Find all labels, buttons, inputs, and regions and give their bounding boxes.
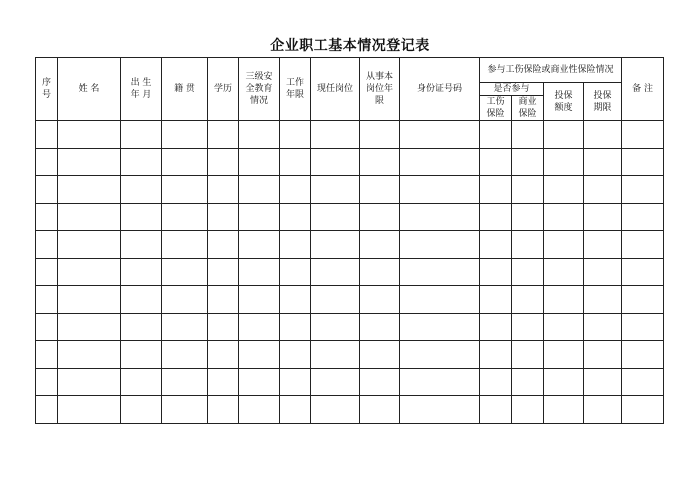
table-cell[interactable] xyxy=(280,341,311,369)
table-cell[interactable] xyxy=(480,313,512,341)
table-cell[interactable] xyxy=(512,368,544,396)
table-cell[interactable] xyxy=(400,341,480,369)
table-cell[interactable] xyxy=(121,368,162,396)
table-cell[interactable] xyxy=(584,231,622,259)
table-cell[interactable] xyxy=(622,176,664,204)
table-cell[interactable] xyxy=(584,148,622,176)
table-cell[interactable] xyxy=(400,231,480,259)
table-row xyxy=(36,203,664,231)
table-cell[interactable] xyxy=(400,121,480,149)
table-cell[interactable] xyxy=(512,231,544,259)
page-title: 企业职工基本情况登记表 xyxy=(270,38,430,54)
table-cell[interactable] xyxy=(121,231,162,259)
header-name: 姓 名 xyxy=(58,58,121,121)
header-commercial-insurance: 商业 保险 xyxy=(512,96,544,121)
table-cell[interactable] xyxy=(544,396,584,424)
table-cell[interactable] xyxy=(480,203,512,231)
header-native-place: 籍 贯 xyxy=(162,58,208,121)
table-cell[interactable] xyxy=(239,341,280,369)
table-cell[interactable] xyxy=(280,231,311,259)
table-cell[interactable] xyxy=(360,148,400,176)
table-cell[interactable] xyxy=(311,341,360,369)
table-cell[interactable] xyxy=(622,231,664,259)
table-cell[interactable] xyxy=(36,148,58,176)
table-cell[interactable] xyxy=(311,396,360,424)
table-cell[interactable] xyxy=(58,286,121,314)
table-cell[interactable] xyxy=(512,313,544,341)
table-cell[interactable] xyxy=(480,148,512,176)
table-cell[interactable] xyxy=(584,121,622,149)
table-cell[interactable] xyxy=(512,148,544,176)
table-cell[interactable] xyxy=(360,121,400,149)
table-row xyxy=(36,121,664,149)
table-cell[interactable] xyxy=(544,148,584,176)
table-cell[interactable] xyxy=(622,341,664,369)
table-cell[interactable] xyxy=(121,313,162,341)
table-cell[interactable] xyxy=(280,176,311,204)
table-cell[interactable] xyxy=(584,176,622,204)
table-cell[interactable] xyxy=(280,121,311,149)
table-cell[interactable] xyxy=(584,258,622,286)
table-cell[interactable] xyxy=(239,203,280,231)
table-cell[interactable] xyxy=(36,286,58,314)
table-cell[interactable] xyxy=(208,341,239,369)
table-cell[interactable] xyxy=(280,286,311,314)
header-insurance-group: 参与工伤保险或商业性保险情况 xyxy=(480,58,622,83)
table-cell[interactable] xyxy=(622,368,664,396)
header-insured-amount: 投保 额度 xyxy=(544,83,584,121)
header-birth: 出 生 年 月 xyxy=(121,58,162,121)
registration-table xyxy=(35,57,664,424)
table-cell[interactable] xyxy=(280,258,311,286)
table-cell[interactable] xyxy=(208,286,239,314)
header-position-years: 从事本 岗位年 限 xyxy=(360,58,400,121)
table-cell[interactable] xyxy=(512,258,544,286)
table-cell[interactable] xyxy=(58,231,121,259)
table-cell[interactable] xyxy=(584,203,622,231)
table-cell[interactable] xyxy=(360,396,400,424)
table-cell[interactable] xyxy=(162,341,208,369)
table-cell[interactable] xyxy=(480,258,512,286)
table-cell[interactable] xyxy=(480,121,512,149)
table-cell[interactable] xyxy=(58,313,121,341)
table-cell[interactable] xyxy=(622,396,664,424)
table-cell[interactable] xyxy=(360,313,400,341)
table-cell[interactable] xyxy=(36,176,58,204)
table-cell[interactable] xyxy=(280,203,311,231)
table-cell[interactable] xyxy=(480,368,512,396)
table-cell[interactable] xyxy=(121,176,162,204)
table-cell[interactable] xyxy=(544,313,584,341)
table-cell[interactable] xyxy=(311,203,360,231)
table-cell[interactable] xyxy=(400,313,480,341)
table-cell[interactable] xyxy=(400,258,480,286)
table-cell[interactable] xyxy=(162,121,208,149)
table-cell[interactable] xyxy=(622,203,664,231)
table-row xyxy=(36,231,664,259)
header-safety-education: 三级安 全教育 情况 xyxy=(239,58,280,121)
table-cell[interactable] xyxy=(121,258,162,286)
table-cell[interactable] xyxy=(584,341,622,369)
table-cell[interactable] xyxy=(622,148,664,176)
table-cell[interactable] xyxy=(280,368,311,396)
table-cell[interactable] xyxy=(512,396,544,424)
table-cell[interactable] xyxy=(544,231,584,259)
table-cell[interactable] xyxy=(239,176,280,204)
table-cell[interactable] xyxy=(36,313,58,341)
table-cell[interactable] xyxy=(360,341,400,369)
table-cell[interactable] xyxy=(162,396,208,424)
table-cell[interactable] xyxy=(58,258,121,286)
table-row xyxy=(36,148,664,176)
table-cell[interactable] xyxy=(162,203,208,231)
header-participate: 是否参与 xyxy=(480,83,544,96)
table-row xyxy=(36,341,664,369)
table-cell[interactable] xyxy=(36,396,58,424)
table-cell[interactable] xyxy=(208,176,239,204)
table-cell[interactable] xyxy=(36,231,58,259)
table-cell[interactable] xyxy=(58,121,121,149)
table-cell[interactable] xyxy=(480,286,512,314)
table-cell[interactable] xyxy=(512,341,544,369)
table-cell[interactable] xyxy=(58,176,121,204)
table-cell[interactable] xyxy=(239,396,280,424)
table-cell[interactable] xyxy=(622,121,664,149)
table-cell[interactable] xyxy=(121,148,162,176)
table-cell[interactable] xyxy=(162,148,208,176)
table-cell[interactable] xyxy=(208,231,239,259)
table-cell[interactable] xyxy=(544,203,584,231)
table-cell[interactable] xyxy=(360,231,400,259)
table-cell[interactable] xyxy=(311,258,360,286)
table-cell[interactable] xyxy=(280,396,311,424)
header-injury-insurance: 工伤 保险 xyxy=(480,96,512,121)
table-cell[interactable] xyxy=(208,148,239,176)
table-row xyxy=(36,313,664,341)
table-cell[interactable] xyxy=(208,396,239,424)
header-insured-period: 投保 期限 xyxy=(584,83,622,121)
table-cell[interactable] xyxy=(400,396,480,424)
table-cell[interactable] xyxy=(544,258,584,286)
table-cell[interactable] xyxy=(311,121,360,149)
table-cell[interactable] xyxy=(512,176,544,204)
table-cell[interactable] xyxy=(36,368,58,396)
header-id-number: 身份证号码 xyxy=(400,58,480,121)
table-cell[interactable] xyxy=(360,176,400,204)
table-cell[interactable] xyxy=(162,176,208,204)
table-cell[interactable] xyxy=(208,121,239,149)
table-row xyxy=(36,396,664,424)
table-cell[interactable] xyxy=(121,341,162,369)
table-cell[interactable] xyxy=(584,368,622,396)
table-cell[interactable] xyxy=(239,368,280,396)
table-cell[interactable] xyxy=(121,203,162,231)
table-cell[interactable] xyxy=(400,368,480,396)
table-cell[interactable] xyxy=(622,258,664,286)
header-position: 现任岗位 xyxy=(311,58,360,121)
table-cell[interactable] xyxy=(58,341,121,369)
table-cell[interactable] xyxy=(544,341,584,369)
table-cell[interactable] xyxy=(58,368,121,396)
table-cell[interactable] xyxy=(480,231,512,259)
table-cell[interactable] xyxy=(162,368,208,396)
table-cell[interactable] xyxy=(121,286,162,314)
table-cell[interactable] xyxy=(239,121,280,149)
table-cell[interactable] xyxy=(311,286,360,314)
table-cell[interactable] xyxy=(584,313,622,341)
table-cell[interactable] xyxy=(239,231,280,259)
table-cell[interactable] xyxy=(239,148,280,176)
header-seq: 序 号 xyxy=(36,58,58,121)
table-cell[interactable] xyxy=(311,313,360,341)
table-row xyxy=(36,176,664,204)
table-cell[interactable] xyxy=(208,203,239,231)
table-cell[interactable] xyxy=(36,203,58,231)
table-cell[interactable] xyxy=(512,203,544,231)
table-cell[interactable] xyxy=(239,313,280,341)
table-cell[interactable] xyxy=(480,341,512,369)
table-cell[interactable] xyxy=(544,286,584,314)
table-cell[interactable] xyxy=(58,203,121,231)
table-cell[interactable] xyxy=(311,368,360,396)
table-cell[interactable] xyxy=(622,286,664,314)
table-row xyxy=(36,258,664,286)
header-remarks: 备 注 xyxy=(622,58,664,121)
table-cell[interactable] xyxy=(584,286,622,314)
table-cell[interactable] xyxy=(239,286,280,314)
table-cell[interactable] xyxy=(36,341,58,369)
table-cell[interactable] xyxy=(121,121,162,149)
table-cell[interactable] xyxy=(36,258,58,286)
table-cell[interactable] xyxy=(58,148,121,176)
table-cell[interactable] xyxy=(480,176,512,204)
table-cell[interactable] xyxy=(162,313,208,341)
table-cell[interactable] xyxy=(400,203,480,231)
table-cell[interactable] xyxy=(622,313,664,341)
table-cell[interactable] xyxy=(360,203,400,231)
table-cell[interactable] xyxy=(512,286,544,314)
header-work-years: 工作 年限 xyxy=(280,58,311,121)
table-cell[interactable] xyxy=(280,313,311,341)
table-cell[interactable] xyxy=(512,121,544,149)
table-cell[interactable] xyxy=(208,258,239,286)
table-cell[interactable] xyxy=(162,258,208,286)
table-cell[interactable] xyxy=(584,396,622,424)
table-cell[interactable] xyxy=(480,396,512,424)
table-cell[interactable] xyxy=(360,258,400,286)
table-cell[interactable] xyxy=(400,148,480,176)
table-cell[interactable] xyxy=(121,396,162,424)
table-cell[interactable] xyxy=(311,148,360,176)
table-cell[interactable] xyxy=(311,176,360,204)
table-cell[interactable] xyxy=(280,148,311,176)
table-cell[interactable] xyxy=(544,176,584,204)
table-cell[interactable] xyxy=(36,121,58,149)
table-cell[interactable] xyxy=(239,258,280,286)
table-row xyxy=(36,286,664,314)
table-cell[interactable] xyxy=(58,396,121,424)
table-cell[interactable] xyxy=(360,368,400,396)
table-cell[interactable] xyxy=(544,368,584,396)
table-cell[interactable] xyxy=(400,176,480,204)
table-cell[interactable] xyxy=(360,286,400,314)
table-cell[interactable] xyxy=(400,286,480,314)
table-cell[interactable] xyxy=(162,231,208,259)
table-cell[interactable] xyxy=(162,286,208,314)
table-cell[interactable] xyxy=(544,121,584,149)
table-cell[interactable] xyxy=(208,368,239,396)
table-cell[interactable] xyxy=(208,313,239,341)
table-row xyxy=(36,368,664,396)
header-education: 学历 xyxy=(208,58,239,121)
table-cell[interactable] xyxy=(311,231,360,259)
